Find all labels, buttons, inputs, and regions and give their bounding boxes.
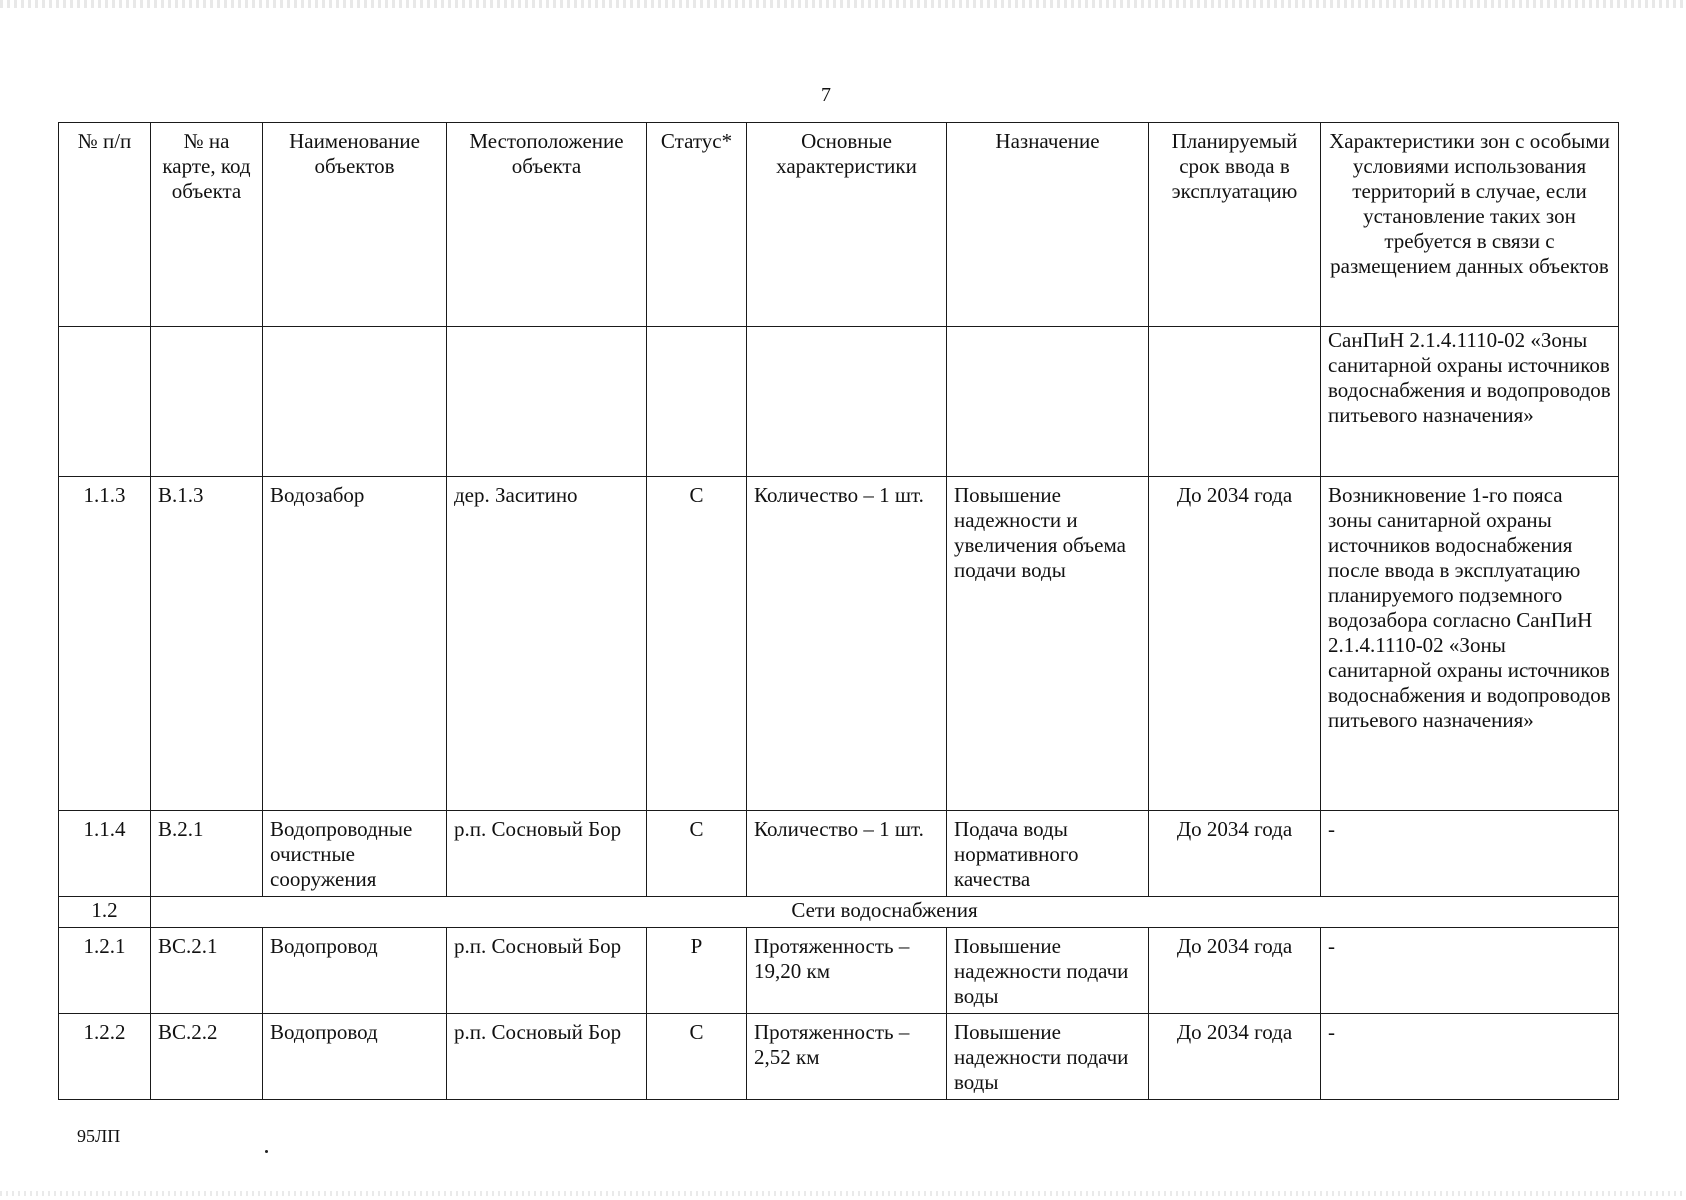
row-num: 1.1.3 (59, 477, 151, 811)
section-num: 1.2 (59, 897, 151, 928)
row-characteristics: Количество – 1 шт. (747, 811, 947, 897)
row-num: 1.1.4 (59, 811, 151, 897)
continuation-name (263, 327, 447, 477)
header-purpose: Назначение (947, 123, 1149, 327)
row-zone: - (1321, 811, 1619, 897)
row-purpose: Повышение надежности подачи воды (947, 1014, 1149, 1100)
row-name: Водопровод (263, 1014, 447, 1100)
row-location: р.п. Сосновый Бор (447, 928, 647, 1014)
continuation-purpose (947, 327, 1149, 477)
row-num: 1.2.2 (59, 1014, 151, 1100)
row-characteristics: Протяженность – 19,20 км (747, 928, 947, 1014)
row-code: ВС.2.2 (151, 1014, 263, 1100)
row-location: р.п. Сосновый Бор (447, 811, 647, 897)
row-purpose: Повышение надежности подачи воды (947, 928, 1149, 1014)
continuation-zone: СанПиН 2.1.4.1110-02 «Зоны санитарной охраны источников водоснабжения и водопроводов питьевого назначения» (1321, 327, 1619, 477)
row-location: р.п. Сосновый Бор (447, 1014, 647, 1100)
row-term: До 2034 года (1149, 477, 1321, 811)
header-status: Статус* (647, 123, 747, 327)
continuation-status (647, 327, 747, 477)
table-row (59, 811, 1619, 897)
row-status: Р (647, 928, 747, 1014)
continuation-code (151, 327, 263, 477)
scan-edge-top (0, 0, 1686, 8)
section-title: Сети водоснабжения (151, 897, 1619, 928)
row-purpose: Повышение надежности и увеличения объема подачи воды (947, 477, 1149, 811)
continuation-characteristics (747, 327, 947, 477)
header-code: № на карте, код объекта (151, 123, 263, 327)
table-row (59, 1014, 1619, 1100)
row-zone: - (1321, 928, 1619, 1014)
header-characteristics: Основные характеристики (747, 123, 947, 327)
header-zone: Характеристики зон с особыми условиями использования территорий в случае, если установление таких зон требуется в связи с размещением данных объектов (1321, 123, 1619, 327)
section-row (59, 897, 1619, 928)
objects-table (58, 122, 1619, 1100)
continuation-row (59, 327, 1619, 477)
scan-speck (265, 1150, 268, 1153)
row-status: С (647, 1014, 747, 1100)
row-purpose: Подача воды нормативного качества (947, 811, 1149, 897)
row-characteristics: Количество – 1 шт. (747, 477, 947, 811)
page-number: 7 (821, 84, 831, 106)
table-row (59, 477, 1619, 811)
continuation-location (447, 327, 647, 477)
row-name: Водозабор (263, 477, 447, 811)
row-zone: Возникновение 1-го пояса зоны санитарной охраны источников водоснабжения после ввода в эксплуатацию планируемого подземного водозабора согласно СанПиН 2.1.4.1110-02 «Зоны санитарной охраны источников водоснабжения и водопроводов питьевого назначения» (1321, 477, 1619, 811)
continuation-term (1149, 327, 1321, 477)
row-code: В.2.1 (151, 811, 263, 897)
row-name: Водопроводные очистные сооружения (263, 811, 447, 897)
row-num: 1.2.1 (59, 928, 151, 1014)
row-term: До 2034 года (1149, 928, 1321, 1014)
row-code: В.1.3 (151, 477, 263, 811)
row-status: С (647, 477, 747, 811)
row-zone: - (1321, 1014, 1619, 1100)
header-row (59, 123, 1619, 327)
header-location: Местоположение объекта (447, 123, 647, 327)
footer-code: 95ЛП (77, 1126, 121, 1146)
row-name: Водопровод (263, 928, 447, 1014)
row-term: До 2034 года (1149, 1014, 1321, 1100)
row-status: С (647, 811, 747, 897)
scan-edge-bottom (0, 1191, 1686, 1196)
row-term: До 2034 года (1149, 811, 1321, 897)
row-code: ВС.2.1 (151, 928, 263, 1014)
table-row (59, 928, 1619, 1014)
header-term: Планируемый срок ввода в эксплуатацию (1149, 123, 1321, 327)
header-name: Наименование объектов (263, 123, 447, 327)
continuation-num (59, 327, 151, 477)
header-num: № п/п (59, 123, 151, 327)
row-location: дер. Заситино (447, 477, 647, 811)
row-characteristics: Протяженность – 2,52 км (747, 1014, 947, 1100)
